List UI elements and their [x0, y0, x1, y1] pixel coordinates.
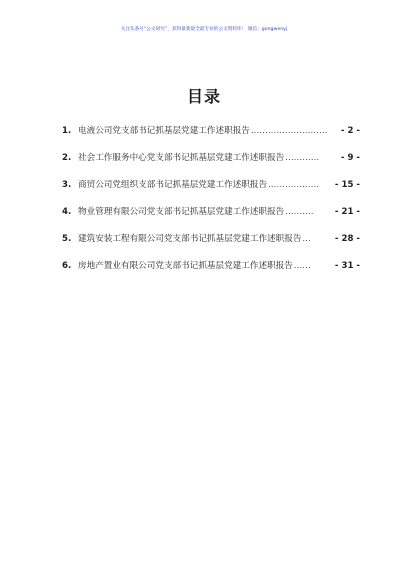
toc-entry-page: - 21 - — [334, 207, 360, 217]
toc-entry-page: - 31 - — [334, 261, 360, 271]
toc-entry-leader: .................. — [268, 180, 320, 189]
toc-entry-page: - 15 - — [334, 180, 360, 190]
toc-entry[interactable] — [62, 234, 360, 261]
toc-entry-title[interactable]: 建筑安装工程有限公司党支部书记抓基层党建工作述职报告 — [78, 234, 302, 244]
toc-entry-number: 2. — [62, 153, 72, 163]
toc-entry-leader: ...... — [293, 261, 311, 270]
toc-entry-number: 6. — [62, 261, 72, 271]
toc-entry[interactable] — [62, 261, 360, 288]
toc-entry-title[interactable]: 房地产置业有限公司党支部书记抓基层党建工作述职报告 — [78, 261, 293, 271]
toc-entry-number: 5. — [62, 234, 72, 244]
toc-entry-leader: ... — [302, 234, 311, 243]
toc-entry[interactable] — [62, 153, 360, 180]
toc-entry-title[interactable]: 电液公司党支部书记抓基层党建工作述职报告 — [78, 126, 250, 136]
toc-entry-title[interactable]: 物业管理有限公司党支部书记抓基层党建工作述职报告 — [78, 207, 285, 217]
toc-entry-leader: ............ — [285, 153, 320, 162]
header-note: 关注头条号“公文研究”，获得最新最全最专业的公文资料库！ 微信：gongwenyj — [120, 27, 288, 32]
toc-entry-page: - 9 - — [340, 153, 360, 163]
toc-entry[interactable] — [62, 207, 360, 234]
toc-entry[interactable] — [62, 126, 360, 153]
toc-entry-page: - 28 - — [334, 234, 360, 244]
toc-entry-number: 4. — [62, 207, 72, 217]
toc-entry-number: 3. — [62, 180, 72, 190]
toc-entry[interactable] — [62, 180, 360, 207]
toc-entry-number: 1. — [62, 126, 72, 136]
page-title: 目录 — [186, 87, 221, 106]
toc-entry-title[interactable]: 社会工作服务中心党支部书记抓基层党建工作述职报告 — [78, 153, 285, 163]
toc-entry-leader: ........................... — [250, 126, 328, 135]
toc-entry-title[interactable]: 商贸公司党组织支部书记抓基层党建工作述职报告 — [78, 180, 268, 190]
toc-entry-page: - 2 - — [340, 126, 360, 136]
toc-entry-leader: .......... — [285, 207, 314, 216]
table-of-contents — [62, 126, 360, 288]
